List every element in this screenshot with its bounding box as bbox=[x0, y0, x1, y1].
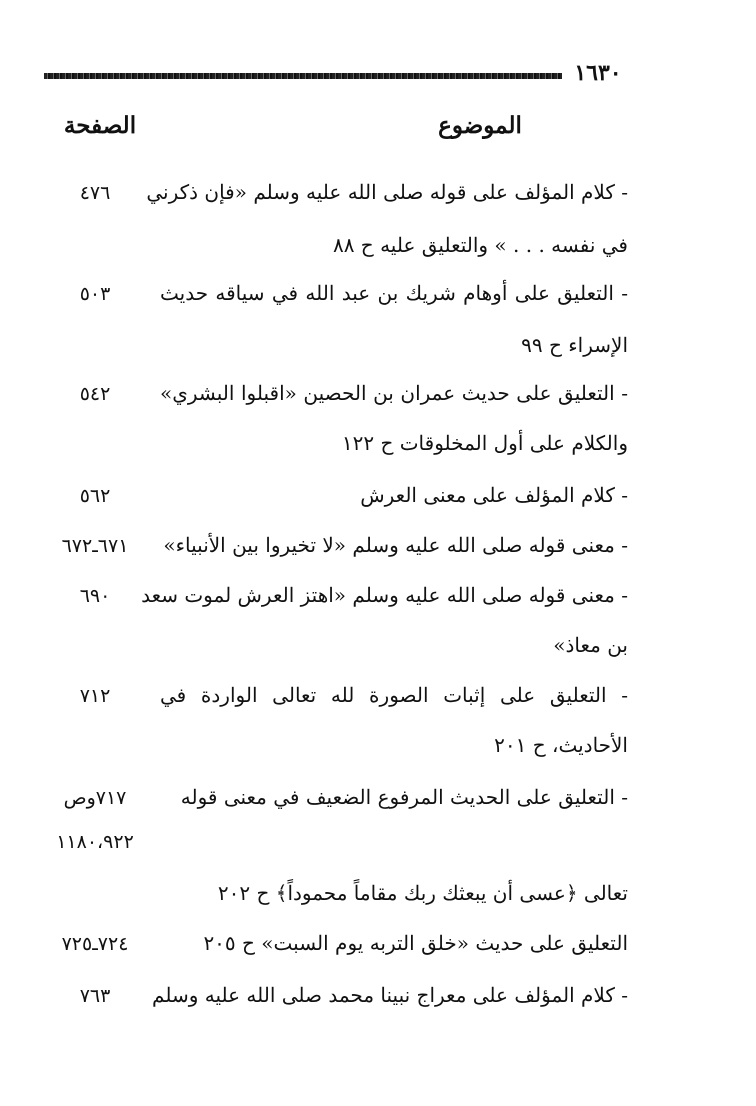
entry-6-page: ٦٩٠ bbox=[79, 585, 111, 607]
entry-8-line-2: تعالى ﴿عسى أن يبعثك ربك مقاماً محموداً﴾ ح ٢٠٢ bbox=[217, 881, 628, 905]
entry-9-page: ٧٢٤ـ٧٢٥ bbox=[61, 933, 129, 955]
entry-2-page: ٥٠٣ bbox=[79, 283, 111, 305]
entry-3-line-1: - التعليق على حديث عمران بن الحصين «اقبلوا البشري» bbox=[160, 381, 628, 405]
entry-2-line-1: - التعليق على أوهام شريك بن عبد الله في سياقه حديث bbox=[160, 281, 628, 305]
entry-7-line-1: - التعليق على إثبات الصورة لله تعالى الواردة في bbox=[160, 683, 628, 707]
entry-5-page: ٦٧١ـ٦٧٢ bbox=[61, 535, 129, 557]
entry-4-page: ٥٦٢ bbox=[79, 485, 111, 507]
entry-10-page: ٧٦٣ bbox=[79, 985, 111, 1007]
entry-10-line-1: - كلام المؤلف على معراج نبينا محمد صلى الله عليه وسلم bbox=[152, 983, 628, 1007]
entry-5-line-1: - معنى قوله صلى الله عليه وسلم «لا تخيروا بين الأنبياء» bbox=[163, 533, 628, 557]
column-header-page: الصفحة bbox=[63, 112, 137, 139]
entry-7-line-2: الأحاديث، ح ٢٠١ bbox=[494, 733, 628, 757]
entry-9-line-1: التعليق على حديث «خلق التربه يوم السبت» ح ٢٠٥ bbox=[203, 931, 628, 955]
entry-1-page: ٤٧٦ bbox=[79, 182, 111, 204]
entry-2-line-2: الإسراء ح ٩٩ bbox=[521, 333, 628, 357]
column-header-topic: الموضوع bbox=[438, 112, 522, 139]
page-number: ١٦٣٠ bbox=[574, 60, 622, 86]
entry-8-page: ٧١٧وص bbox=[63, 787, 127, 809]
entry-8-line-1: - التعليق على الحديث المرفوع الضعيف في معنى قوله bbox=[180, 785, 628, 809]
entry-6-line-1: - معنى قوله صلى الله عليه وسلم «اهتز العرش لموت سعد bbox=[141, 583, 628, 607]
entry-6-line-2: بن معاذ» bbox=[553, 633, 628, 657]
entry-1-line-2: في نفسه . . . » والتعليق عليه ح ٨٨ bbox=[332, 233, 628, 257]
header-rule bbox=[44, 73, 562, 79]
entry-4-line-1: - كلام المؤلف على معنى العرش bbox=[360, 483, 628, 507]
entry-3-line-2: والكلام على أول المخلوقات ح ١٢٢ bbox=[341, 431, 628, 455]
entry-7-page: ٧١٢ bbox=[79, 685, 111, 707]
entry-8-page-extra: ١١٨٠،٩٢٢ bbox=[56, 831, 134, 853]
entry-1-line-1: - كلام المؤلف على قوله صلى الله عليه وسلم «فإن ذكرني bbox=[146, 180, 628, 204]
entry-3-page: ٥٤٢ bbox=[79, 383, 111, 405]
